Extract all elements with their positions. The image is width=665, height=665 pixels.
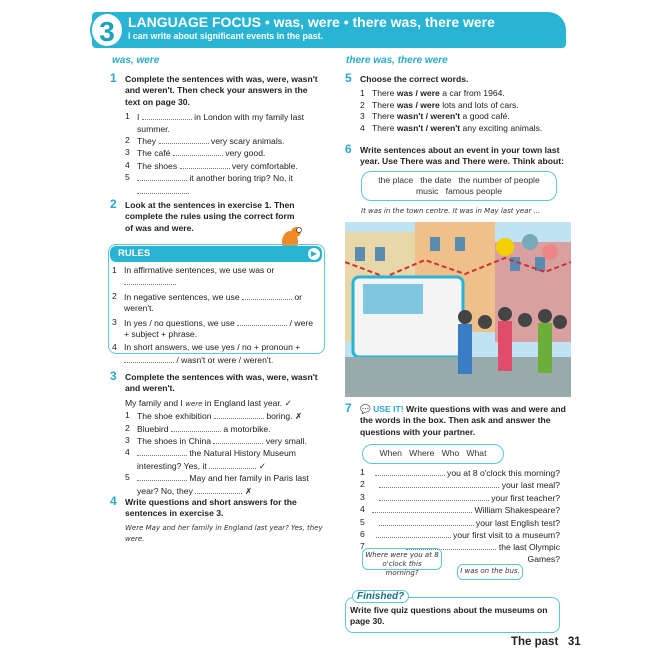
list-item: 4 There wasn't / weren't any exciting animals. [360, 122, 543, 133]
speech-bubble-question: Where were you at 8 o'clock this morning? [362, 548, 442, 570]
exercise-number: 2 [110, 197, 117, 211]
answer-blank[interactable] [372, 504, 472, 513]
word-box: the place the date the number of people music famous people [361, 171, 557, 201]
answer-blank[interactable] [142, 111, 192, 120]
street-festival-illustration [345, 222, 571, 397]
answer-blank[interactable] [379, 517, 474, 526]
page-title: LANGUAGE FOCUS • was, were • there was, there were [128, 14, 495, 30]
exercise-question: Complete the sentences with was, were, wasn't and weren't. [125, 372, 318, 394]
list-item: 5 your last English test? [360, 516, 560, 528]
word-choice[interactable]: wasn't / weren't [396, 122, 461, 133]
answer-blank[interactable] [242, 291, 292, 300]
list-item: 5 it another boring trip? No, it . [125, 172, 294, 196]
exercise-7: 7 💬 USE IT! Write questions with was and were and the words in the box. Then ask and answer the questions with your partner. [345, 401, 566, 437]
exercise-number: 7 [345, 401, 352, 415]
answer-blank[interactable] [195, 485, 240, 494]
list-item: 4 William Shakespeare? [360, 504, 560, 516]
page-subtitle: I can write about significant events in the past. [128, 31, 324, 41]
answer-blank[interactable] [173, 147, 223, 156]
list-item: 2 They very scary animals. [125, 135, 285, 147]
list-item: 7 the last Olympic Games? [360, 541, 560, 564]
answer-blank[interactable] [137, 472, 187, 481]
exercise-4 [110, 494, 325, 545]
speech-bubble-answer: I was on the bus. [457, 564, 523, 580]
play-audio-icon[interactable]: ▶ [308, 248, 320, 260]
word-choice[interactable]: was / were [396, 99, 440, 110]
section-number: 3 [90, 12, 124, 48]
footer [511, 637, 581, 648]
speech-bubble-icon: 💬 [360, 404, 371, 414]
list-item: 3 The shoes in China very small. [125, 435, 307, 447]
exercise-question: Write questions and short answers for the sentences in exercise 3. [125, 497, 297, 519]
example-answer: It was in the town centre. It was in May last year ... [361, 207, 541, 215]
answer-blank[interactable] [159, 135, 209, 144]
exercise-number: 3 [110, 369, 117, 383]
unit-name: The past [511, 636, 559, 648]
answer-blank[interactable] [180, 160, 230, 169]
rules-header: RULES [110, 246, 322, 262]
answer-blank[interactable] [214, 410, 264, 419]
list-item: 1 There was / were a car from 1964. [360, 88, 505, 99]
answer-blank[interactable] [209, 460, 254, 469]
finished-task: Write five quiz questions about the museums on page 30. [350, 605, 548, 627]
exercise-3 [110, 369, 325, 497]
answer-blank[interactable] [137, 447, 187, 456]
word-choice[interactable]: wasn't / weren't [396, 111, 461, 122]
list-item: 4 In short answers, we use yes / no + pronoun + / wasn't or were / weren't. [112, 342, 301, 365]
exercise-question: Look at the sentences in exercise 1. Then complete the rules using the correct form of was and were. [125, 200, 295, 233]
example-answer: Were May and her family in England last year? Yes, they were. [125, 523, 323, 543]
list-item: 3 your first teacher? [360, 491, 560, 503]
example-sentence: My family and I were in England last year. ✓ [125, 397, 292, 408]
page-number: 31 [567, 636, 581, 648]
answer-blank[interactable] [379, 492, 489, 501]
finished-label: Finished? [352, 590, 409, 603]
exercise-number: 6 [345, 142, 352, 156]
exercise-number: 1 [110, 71, 117, 85]
list-item: 2 your last meal? [360, 479, 560, 491]
list-item: 3 In yes / no questions, we use / were + subject + phrase. [112, 316, 314, 340]
list-item: 4 The shoes very comfortable. [125, 159, 298, 171]
list-item: 1 The shoe exhibition boring. ✗ [125, 410, 303, 422]
section-heading-left: was, were [112, 55, 160, 66]
exercise-6 [345, 142, 570, 168]
exercise-1 [110, 71, 325, 197]
exercise-question: Complete the sentences with was, were, wasn't and weren't. Then check your answers in the text on page 30. [125, 74, 318, 107]
list-item: 1 I in London with my family last summer. [125, 111, 305, 134]
exercise-5 [345, 71, 570, 134]
list-item: 3 The café very good. [125, 147, 266, 159]
exercise-question: Choose the correct words. [360, 74, 469, 84]
answer-blank[interactable] [237, 317, 287, 326]
answer-blank[interactable] [137, 185, 187, 194]
word-choice[interactable]: was / were [396, 88, 440, 99]
exercise-number: 5 [345, 71, 352, 85]
list-item: 1 you at 8 o'clock this morning? [360, 467, 560, 478]
section-heading-right: there was, there were [346, 55, 448, 66]
answer-blank[interactable] [213, 435, 263, 444]
exercise-question: Write sentences about an event in your town last year. Use There was and There were. Think about: [360, 145, 564, 167]
exercise-number: 4 [110, 494, 117, 508]
answer-blank[interactable] [376, 529, 451, 538]
answer-blank[interactable] [379, 479, 499, 488]
answer-blank[interactable] [171, 423, 221, 432]
answer-blank[interactable] [124, 354, 174, 363]
list-item: 1 In affirmative sentences, we use was or . [112, 265, 275, 288]
answer-blank[interactable] [137, 172, 187, 181]
answer-blank[interactable] [375, 467, 445, 476]
answer-blank[interactable] [124, 276, 174, 285]
list-item: 2 In negative sentences, we use or weren't. [112, 290, 303, 314]
word-box: When Where Who What [362, 444, 504, 464]
list-item: 2 There was / were lots and lots of cars. [360, 99, 519, 110]
list-item: 6 your first visit to a museum? [360, 529, 560, 541]
list-item: 3 There wasn't / weren't a good café. [360, 111, 510, 122]
list-item: 2 Bluebird a motorbike. [125, 422, 271, 434]
list-item: 4 the Natural History Museum interesting? Yes, it . ✓ [125, 447, 296, 471]
list-item: 5 May and her family in Paris last year? No, they . ✗ [125, 472, 309, 496]
rules-list [112, 265, 317, 366]
